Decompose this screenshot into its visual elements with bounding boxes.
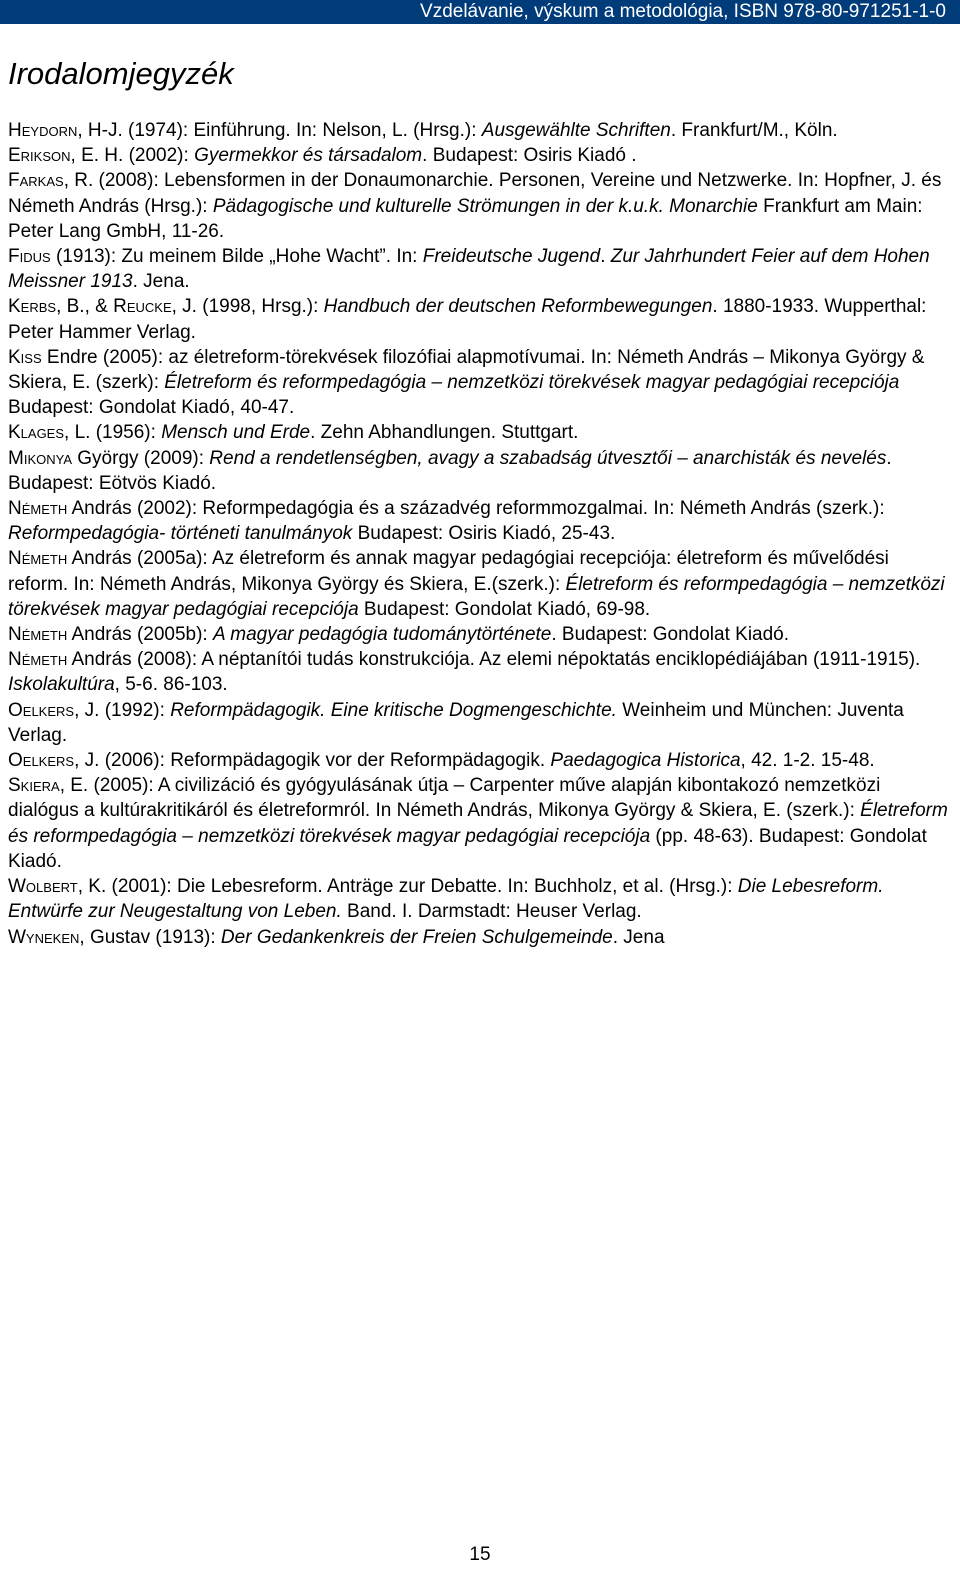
header-title: Vzdelávanie, výskum a metodológia, ISBN 978-80-971251-1-0: [420, 1, 946, 22]
header-bar: [0, 0, 960, 24]
reference-text: , 5-6. 86-103.: [114, 674, 228, 696]
reference-title: Életreform és reformpedagógia – nemzetközi törekvések magyar pedagógiai recepciója: [8, 800, 948, 847]
reference-author: Oelkers: [8, 750, 75, 772]
reference-title: Életreform és reformpedagógia – nemzetközi törekvések magyar pedagógiai recepciója: [8, 573, 945, 620]
reference-text: Budapest: Gondolat Kiadó, 69-98.: [358, 598, 651, 620]
page-number: 15: [469, 1544, 491, 1565]
reference-title: Reformpedagógia- történeti tanulmányok: [8, 523, 353, 545]
reference-text: , Gustav (1913):: [79, 926, 221, 948]
reference-entry: [8, 168, 952, 244]
reference-text: , J. (2006): Reformpädagogik vor der Reformpädagogik.: [74, 750, 551, 772]
reference-author: Kerbs: [8, 296, 57, 318]
reference-title: Der Gedankenkreis der Freien Schulgemeinde: [220, 926, 613, 948]
reference-text: András (2002): Reformpedagógia és a századvég reformmozgalmai. In: Németh András (szerk.):: [67, 498, 885, 520]
reference-text: Budapest: Osiris Kiadó, 25-43.: [352, 523, 616, 545]
reference-author: Reucke: [113, 296, 172, 318]
reference-text: . Jena.: [132, 271, 190, 293]
reference-text: , H-J. (1974): Einführung. In: Nelson, L. (Hrsg.):: [77, 120, 482, 141]
reference-text: András (2008): A néptanítói tudás konstrukciója. Az elemi népoktatás enciklopédiájában (1911-1915).: [67, 649, 921, 671]
reference-title: A magyar pedagógia tudománytörténete: [213, 624, 552, 646]
reference-text: . Budapest: Eötvös Kiadó.: [8, 447, 892, 494]
reference-entry: [8, 118, 952, 143]
reference-text: , E. (2005): A civilizáció és gyógyulásának útja – Carpenter műve alapján kibontakozó nemzetközi dialógus a kultúrakritikáról és életreformról. In Németh András, Mikonya György & Skiera, E. (szerk.):: [8, 775, 881, 822]
reference-text: . Budapest: Gondolat Kiadó.: [551, 624, 790, 646]
reference-title: Paedagogica Historica: [550, 750, 741, 772]
reference-author: Németh: [8, 498, 68, 520]
reference-author: Németh: [8, 548, 68, 570]
reference-text: Endre (2005): az életreform-törekvések filozófiai alapmotívumai. In: Németh András – Mikonya György & Skiera, E. (szerk):: [8, 346, 925, 394]
reference-entry: [8, 546, 952, 622]
reference-author: Klages: [8, 422, 65, 444]
reference-entry: [8, 647, 952, 697]
reference-author: Oelkers: [8, 699, 75, 721]
reference-text: , E. H. (2002):: [70, 145, 195, 167]
reference-text: , B., &: [56, 296, 114, 318]
reference-text: . Jena: [612, 926, 665, 948]
reference-title: Iskolakultúra: [8, 674, 115, 696]
reference-text: Frankfurt am Main: Peter Lang GmbH, 11-26.: [8, 195, 923, 242]
reference-entry: [8, 345, 952, 421]
reference-text: Weinheim und München: Juventa Verlag.: [8, 699, 904, 746]
reference-entry: [8, 294, 952, 344]
reference-title: Rend a rendetlenségben, avagy a szabadság útvesztői – anarchisták és nevelés: [209, 447, 887, 469]
reference-text: András (2005b):: [67, 624, 213, 646]
reference-title: Gyermekkor és társadalom: [194, 145, 423, 167]
reference-title: Életreform és reformpedagógia – nemzetközi törekvések magyar pedagógiai recepciója: [164, 372, 900, 394]
reference-text: Band. I. Darmstadt: Heuser Verlag.: [341, 901, 642, 923]
reference-entry: [8, 496, 952, 546]
reference-title: Pädagogische und kulturelle Strömungen in der k.u.k. Monarchie: [212, 195, 758, 217]
reference-entry: [8, 925, 952, 950]
reference-text: , K. (2001): Die Lebesreform. Anträge zur Debatte. In: Buchholz, et al. (Hrsg.):: [77, 876, 738, 898]
reference-entry: [8, 698, 952, 748]
reference-author: Fidus: [8, 246, 51, 268]
reference-title: Reformpädagogik. Eine kritische Dogmengeschichte.: [170, 699, 617, 721]
reference-list: [8, 118, 952, 950]
reference-text: . Zehn Abhandlungen. Stuttgart.: [310, 422, 579, 444]
reference-author: Erikson: [8, 145, 71, 167]
reference-entry: [8, 420, 952, 445]
reference-entry: [8, 748, 952, 773]
reference-title: Handbuch der deutschen Reformbewegungen: [323, 296, 713, 318]
reference-text: (1913): Zu meinem Bilde „Hohe Wacht”. In:: [50, 246, 423, 268]
reference-author: Heydorn: [8, 120, 78, 141]
reference-author: Skiera: [8, 775, 60, 797]
reference-text: . Frankfurt/M., Köln.: [670, 120, 838, 141]
reference-text: György (2009):: [72, 447, 210, 469]
reference-author: Németh: [8, 649, 68, 671]
reference-text: Budapest: Gondolat Kiadó, 40-47.: [8, 397, 295, 419]
reference-title: Mensch und Erde: [161, 422, 311, 444]
reference-text: . Budapest: Osiris Kiadó .: [422, 145, 637, 167]
reference-text: . 1880-1933. Wupperthal: Peter Hammer Verlag.: [8, 296, 927, 343]
reference-title: Freideutsche Jugend: [422, 246, 601, 268]
reference-author: Wolbert: [8, 876, 78, 898]
reference-title: Zur Jahrhundert Feier auf dem Hohen Meissner 1913: [8, 246, 930, 293]
reference-author: Mikonya: [8, 447, 72, 469]
reference-text: András (2005a): Az életreform és annak magyar pedagógiai recepciója: életreform és művelődési reform. In: Németh András, Mikonya György és Skiera, E.(szerk.):: [8, 548, 889, 595]
reference-entry: [8, 622, 952, 647]
page-title: Irodalomjegyzék: [8, 56, 234, 91]
reference-entry: [8, 143, 952, 168]
reference-text: (pp. 48-63). Budapest: Gondolat Kiadó.: [8, 825, 927, 872]
reference-entry: [8, 244, 952, 294]
reference-entry: [8, 874, 952, 924]
reference-author: Farkas: [8, 170, 64, 192]
reference-author: Kiss: [8, 346, 42, 368]
reference-text: , R. (2008): Lebensformen in der Donaumonarchie. Personen, Vereine und Netzwerke. In: Hopfner, J. és Németh András (Hrsg.):: [8, 170, 942, 217]
reference-author: Németh: [8, 624, 68, 646]
reference-author: Wyneken: [8, 926, 80, 948]
reference-title: Die Lebesreform. Entwürfe zur Neugestaltung von Leben.: [8, 876, 884, 923]
reference-title: Ausgewählte Schriften: [481, 120, 671, 141]
reference-entry: [8, 446, 952, 496]
reference-text: , 42. 1-2. 15-48.: [740, 750, 875, 772]
reference-text: , J. (1998, Hrsg.):: [171, 296, 324, 318]
reference-text: , J. (1992):: [74, 699, 171, 721]
reference-entry: [8, 773, 952, 874]
reference-text: , L. (1956):: [64, 422, 162, 444]
reference-text: .: [600, 246, 611, 268]
